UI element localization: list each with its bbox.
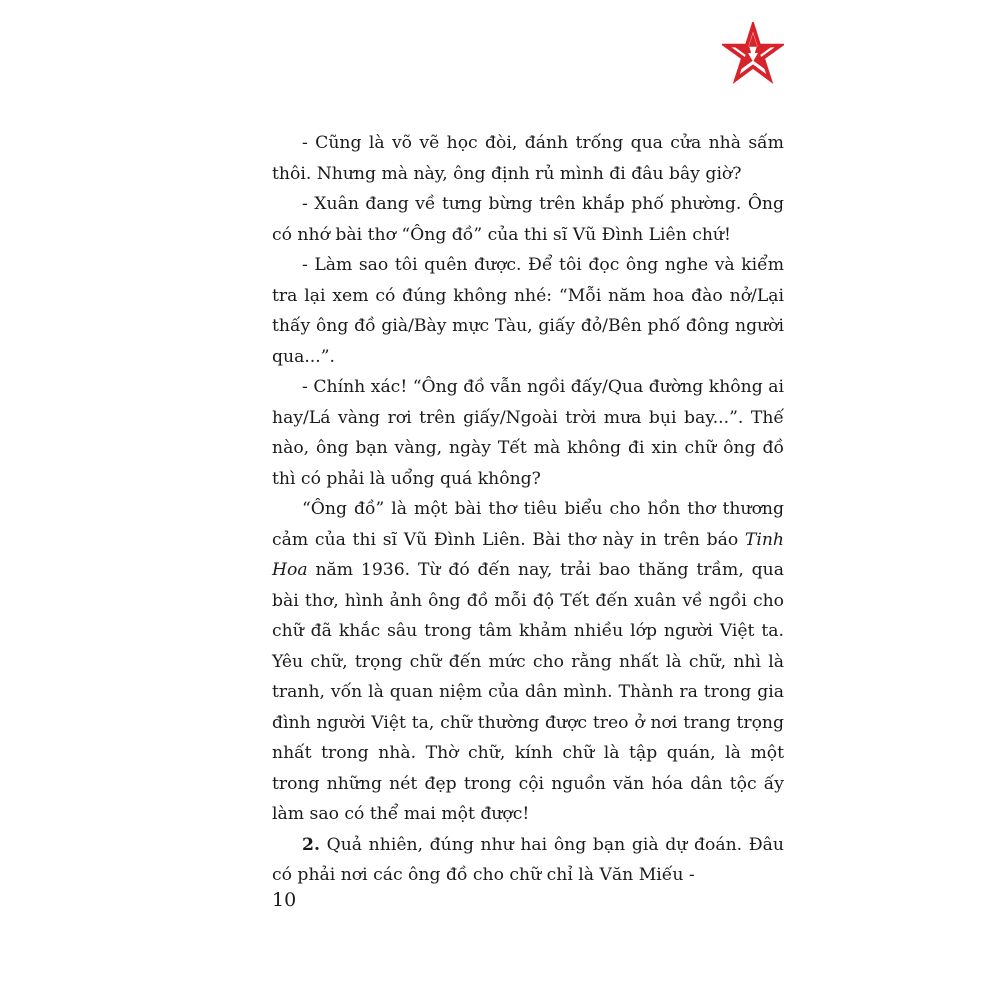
newspaper-title: Tinh Hoa [272, 529, 784, 580]
essay-paragraph [272, 494, 784, 830]
section-2-paragraph [272, 830, 784, 891]
page-number: 10 [272, 889, 297, 911]
dialogue-paragraph-3: - Làm sao tôi quên được. Để tôi đọc ông nghe và kiểm tra lại xem có đúng không nhé: “Mỗi năm hoa đào nở/Lại thấy ông đồ già/Bày mực Tàu, giấy đỏ/Bên phố đông người qua...”. [272, 255, 784, 367]
section-number: 2. [302, 834, 320, 855]
publisher-star-logo-icon [722, 22, 784, 84]
body-text [272, 128, 784, 891]
essay-paragraph-rest: năm 1936. Từ đó đến nay, trải bao thăng trầm, qua bài thơ, hình ảnh ông đồ mỗi độ Tết đến xuân về ngồi cho chữ đã khắc sâu trong tâm khảm nhiều lớp người Việt ta. Yêu chữ, trọng chữ đến mức cho rằng nhất là chữ, nhì là tranh, vốn là quan niệm của dân mình. Thành ra trong gia đình người Việt ta, chữ thường được treo ở nơi trang trọng nhất trong nhà. Thờ chữ, kính chữ là tập quán, là một trong những nét đẹp trong cội nguồn văn hóa dân tộc ấy làm sao có thể mai một được! [272, 560, 784, 824]
dialogue-paragraph-4: - Chính xác! “Ông đồ vẫn ngồi đấy/Qua đường không ai hay/Lá vàng rơi trên giấy/Ngoài trời mưa bụi bay...”. Thế nào, ông bạn vàng, ngày Tết mà không đi xin chữ ông đồ thì có phải là uổng quá không? [272, 377, 784, 489]
dialogue-paragraph-1: - Cũng là võ vẽ học đòi, đánh trống qua cửa nhà sấm thôi. Nhưng mà này, ông định rủ mình đi đâu bây giờ? [272, 133, 784, 184]
section-2-text: Quả nhiên, đúng như hai ông bạn già dự đoán. Đâu có phải nơi các ông đồ cho chữ chỉ là Văn Miếu - [272, 834, 784, 885]
dialogue-paragraph-2: - Xuân đang về tưng bừng trên khắp phố phường. Ông có nhớ bài thơ “Ông đồ” của thi sĩ Vũ Đình Liên chứ! [272, 194, 784, 245]
essay-paragraph-start: “Ông đồ” là một bài thơ tiêu biểu cho hồn thơ thương cảm của thi sĩ Vũ Đình Liên. Bài thơ này in trên báo [272, 499, 784, 550]
